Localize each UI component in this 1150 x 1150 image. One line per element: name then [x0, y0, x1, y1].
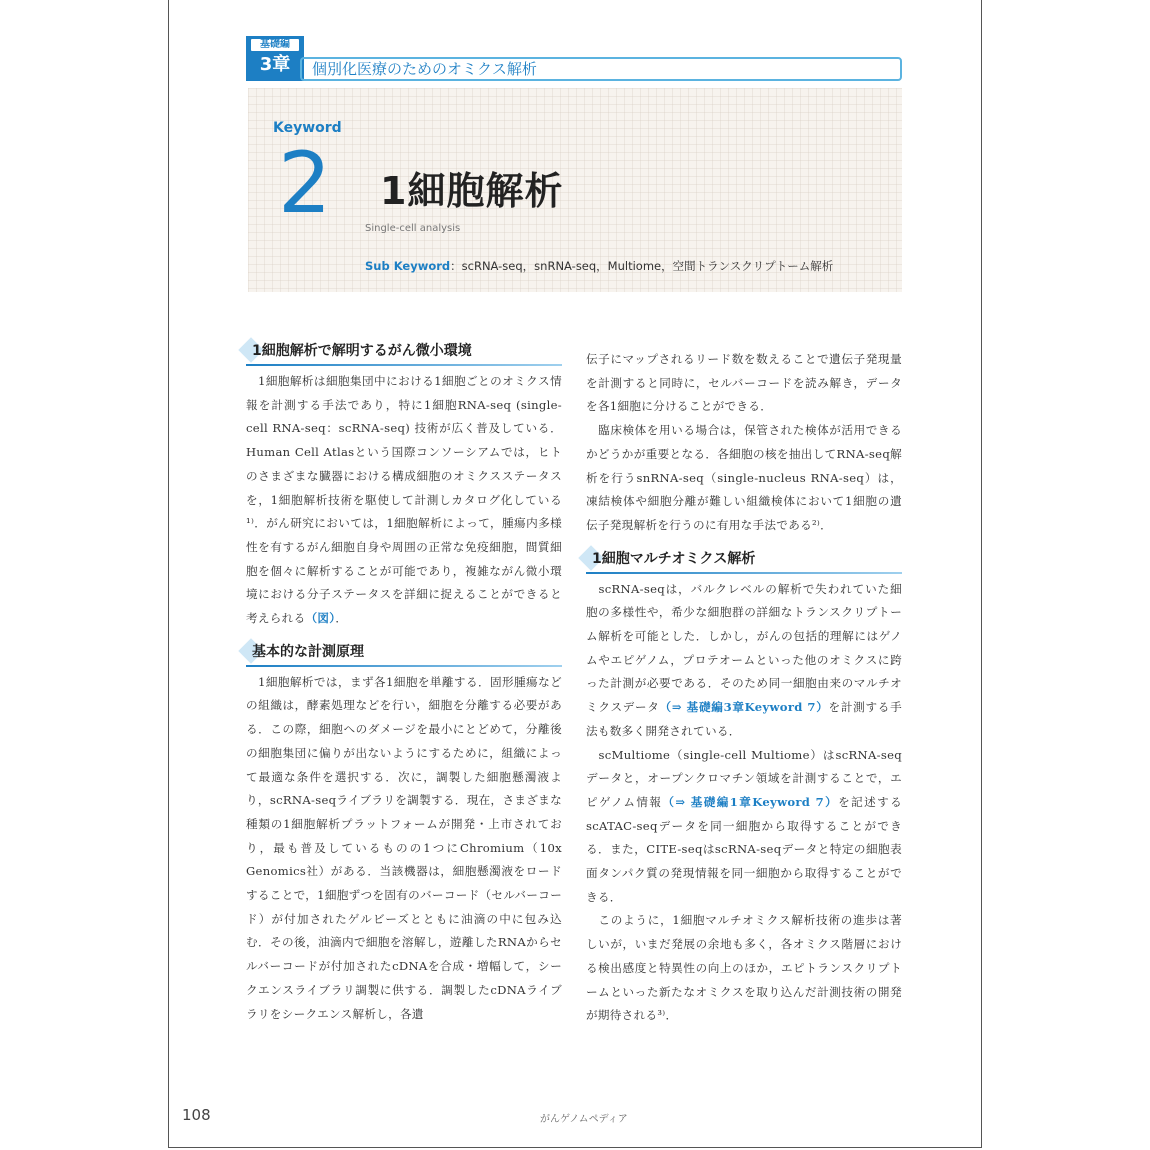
heading-rule	[246, 364, 562, 366]
body-paragraph	[246, 671, 562, 1027]
chapter-tag	[246, 36, 304, 81]
keyword-title: 1細胞解析	[380, 169, 564, 213]
paragraph-text: を計測する手法も数多く開発されている．	[586, 700, 902, 738]
body-paragraph	[586, 348, 902, 419]
paragraph-text: 1細胞解析では，まず各1細胞を単離する．固形腫瘍などの組織は，酵素処理などを行い，細胞を分離する必要がある．この際，細胞へのダメージを最小にとどめて，分離後の細胞集団に偏りが出ないようにするために，組織によって最適な条件を選択する．次に，調製した細胞懸濁液より，scRNA-seqライブラリを調製する．現在，さまざまな種類の1細胞解析プラットフォームが開発・上市されており，最も普及しているものの1つにChromium（10x Genomics社）がある．当該機器は，細胞懸濁液をロードすることで，1細胞ずつを固有のバーコード（セルバーコード）が付加されたゲルビーズとともに油滴の中に包み込む．その後，油滴内で細胞を溶解し，遊離したRNAからセルバーコードが付加されたcDNAを合成・増幅して，シークエンスライブラリ調製に供する．調製したcDNAライブラリをシークエンス解析し，各遺	[246, 674, 562, 1021]
section-heading-text: 1細胞マルチオミクス解析	[592, 550, 756, 567]
paragraph-text: 1細胞解析は細胞集団中における1細胞ごとのオミクス情報を計測する手法であり，特に1細胞RNA-seq (single-cell RNA-seq：scRNA-seq) 技術が広く普及している．Human Cell Atlasという国際コンソーシアムでは，ヒトのさまざまな臓器における構成細胞のオミクスステータスを，1細胞解析技術を駆使して計測しカタログ化している¹⁾．がん研究においては，1細胞解析によって，腫瘍内多様性を有するがん細胞自身や周囲の正常な免疫細胞，間質細胞を個々に解析することが可能であり，複雑ながん微小環境における分子ステータスを詳細に捉えることができると考えられる	[246, 374, 562, 626]
section-heading	[246, 338, 562, 364]
figure-reference: （図）	[305, 611, 336, 626]
section-heading-text: 基本的な計測原理	[252, 643, 364, 660]
paragraph-text: 伝子にマップされるリード数を数えることで遺伝子発現量を計測すると同時に，セルバーコードを読み解き，データを各1細胞に分けることができる．	[586, 352, 902, 414]
body-paragraph	[246, 370, 562, 631]
sub-keyword-line	[365, 258, 833, 274]
paragraph-text: このように，1細胞マルチオミクス解析技術の進歩は著しいが，いまだ発展の余地も多く，各オミクス階層における検出感度と特異性の向上のほか，エピトランスクリプトームといった新たなオミクスを取り込んだ計測技術の開発が期待される³⁾．	[586, 913, 902, 1023]
paragraph-text: scMultiome（single-cell Multiome）はscRNA-seqデータと，オープンクロマチン領域を計測することで，エピゲノム情報	[586, 747, 902, 809]
body-paragraph	[586, 909, 902, 1028]
heading-rule	[246, 665, 562, 667]
keyword-subtitle: Single-cell analysis	[365, 223, 461, 234]
chapter-tag-sub: 基礎編	[251, 39, 299, 51]
chapter-tag-number: 3章	[259, 54, 291, 75]
chapter-title: 個別化医療のためのオミクス解析	[300, 57, 902, 81]
body-paragraph	[586, 744, 902, 910]
section-heading-text: 1細胞解析で解明するがん微小環境	[252, 343, 472, 359]
section-heading	[586, 546, 902, 572]
footer-book-title: がんゲノムペディア	[540, 1114, 628, 1125]
paragraph-text: を記述するscATAC-seqデータを同一細胞から取得することができる．また，CITE-seqはscRNA-seqデータと特定の細胞表面タンパク質の発現情報を同一細胞から取得することができる．	[586, 794, 902, 904]
paragraph-text: scRNA-seqは，バルクレベルの解析で失われていた細胞の多様性や，希少な細胞群の詳細なトランスクリプトーム解析を可能とした．しかし，がんの包括的理解にはゲノムやエピゲノム，プロテオームといった他のオミクスに跨った計測が必要である．そのため同一細胞由来のマルチオミクスデータ	[586, 581, 902, 715]
sub-keyword-label: Sub Keyword	[365, 259, 451, 273]
right-column	[586, 348, 902, 1028]
cross-reference: （⇒ 基礎編1章Keyword 7）	[662, 794, 839, 809]
keyword-number: 2	[278, 134, 332, 232]
paragraph-end: ．	[335, 611, 348, 626]
page-number: 108	[182, 1106, 211, 1124]
body-paragraph	[586, 419, 902, 538]
section-heading	[246, 639, 562, 665]
paragraph-text: 臨床検体を用いる場合は，保管された検体が活用できるかどうかが重要となる．各細胞の核を抽出してRNA-seq解析を行うsnRNA-seq（single-nucleus RNA-seq）は，凍結検体や細胞分離が難しい組織検体において1細胞の遺伝子発現解析を行うのに有用な手法である²⁾．	[586, 423, 902, 532]
cross-reference: （⇒ 基礎編3章Keyword 7）	[659, 700, 829, 715]
keyword-label: Keyword	[273, 120, 342, 136]
heading-rule	[586, 572, 902, 574]
body-paragraph	[586, 578, 902, 744]
left-column	[246, 338, 562, 1026]
sub-keyword-text: ：scRNA-seq，snRNA-seq，Multiome，空間トランスクリプトーム解析	[450, 259, 834, 273]
